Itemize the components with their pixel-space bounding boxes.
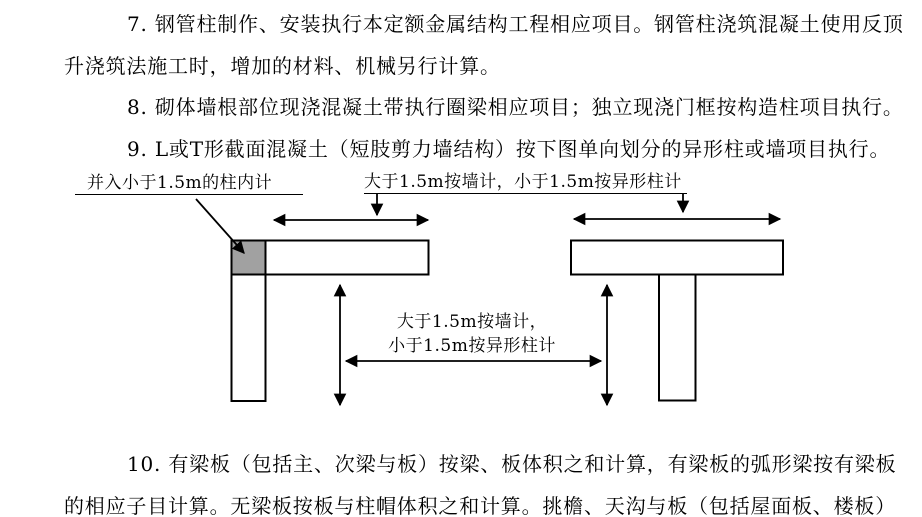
paragraph-7-line-2: 升浇筑法施工时，增加的材料、机械另行计算。 [64,54,501,78]
paragraph-9: 9. L或T形截面混凝土（短肢剪力墙结构）按下图单向划分的异形柱或墙项目执行。 [127,137,891,161]
t-section-flange-bar [571,241,783,275]
paragraph-8: 8. 砌体墙根部位现浇混凝土带执行圈梁相应项目；独立现浇门框按构造柱项目执行。 [127,95,904,119]
l-section-wall-bar [266,241,429,275]
merge-label-pointer-arrow [196,199,244,253]
paragraph-7-line-1: 7. 钢管柱制作、安装执行本定额金属结构工程相应项目。钢管柱浇筑混凝土使用反顶 [127,12,904,36]
l-section-column-bar [232,274,266,401]
merge-into-column-label: 并入小于1.5m的柱内计 [75,174,303,195]
paragraph-10-line-1: 10. 有梁板（包括主、次梁与板）按梁、板体积之和计算，有梁板的弧形梁按有梁板 [127,452,897,476]
mid-rule-label-line-1: 大于1.5m按墙计， [396,312,548,332]
mid-rule-label-line-2: 小于1.5m按异形柱计 [388,336,556,356]
t-section-stem-bar [659,274,696,401]
paragraph-10-line-2: 的相应子目计算。无梁板按板与柱帽体积之和计算。挑檐、天沟与板（包括屋面板、楼板） [64,494,896,517]
mid-rule-label [380,310,564,358]
top-rule-label: 大于1.5m按墙计，小于1.5m按异形柱计 [364,173,687,194]
